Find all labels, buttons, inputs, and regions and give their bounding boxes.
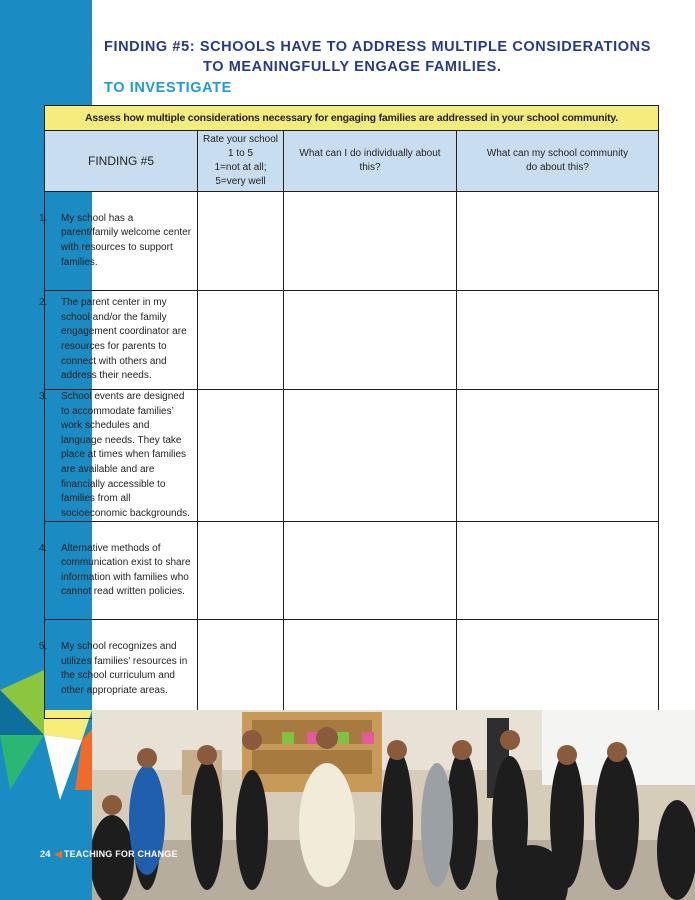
finding-cell — [39, 192, 198, 291]
community-action-cell[interactable] — [457, 192, 659, 291]
rating-cell[interactable] — [198, 390, 284, 522]
finding-text — [39, 640, 193, 698]
community-action-cell[interactable] — [457, 522, 659, 620]
table-header-row — [45, 131, 659, 192]
page-number: 24 — [40, 849, 51, 860]
finding-text — [39, 212, 193, 270]
investigation-table — [39, 105, 659, 719]
header-rate — [198, 131, 284, 192]
finding-statement: School events are designed to accommodate families’ work schedules and language needs. They take place at times when families are available and are financially accessible to families from all socioeconomic backgrounds. — [61, 391, 190, 519]
finding-cell — [39, 620, 198, 719]
community-action-cell[interactable] — [457, 620, 659, 719]
header-finding: FINDING #5 — [45, 131, 198, 192]
table-row — [45, 620, 659, 719]
finding-number: 3. — [39, 391, 48, 402]
community-action-cell[interactable] — [457, 390, 659, 522]
page-footer — [40, 849, 178, 860]
rating-cell[interactable] — [198, 291, 284, 390]
finding-statement: My school recognizes and utilizes families’ resources in the school curriculum and other appropriate areas. — [61, 641, 188, 696]
finding-text — [39, 390, 193, 521]
page-title-line-2: TO MEANINGFULLY ENGAGE FAMILIES. — [203, 59, 502, 75]
header-rate-line: 1=not at all; — [214, 162, 267, 173]
finding-cell — [39, 291, 198, 390]
header-rate-line: 1 to 5 — [227, 148, 254, 159]
publication-name: TEACHING FOR CHANGE — [63, 849, 178, 859]
table-banner: Assess how multiple considerations necessary for engaging families are addressed in your school community. — [45, 106, 659, 131]
header-rate-line: 5=very well — [215, 176, 266, 187]
finding-statement: My school has a parent/family welcome center with resources to support families. — [61, 212, 192, 268]
finding-cell — [39, 390, 198, 522]
finding-number: 1. — [39, 212, 48, 224]
finding-statement: Alternative methods of communication exist to share information with families who cannot read written policies. — [61, 542, 191, 598]
individual-action-cell[interactable] — [284, 390, 457, 522]
finding-statement: The parent center in my school and/or the family engagement coordinator are resources for parents to connect with others and address their needs. — [61, 297, 187, 382]
table-banner-row — [45, 106, 659, 131]
finding-number: 4. — [39, 542, 48, 554]
finding-number: 5. — [39, 641, 48, 653]
rating-cell[interactable] — [198, 620, 284, 719]
group-photo — [92, 710, 695, 900]
individual-action-cell[interactable] — [284, 522, 457, 620]
finding-number: 2. — [39, 297, 48, 309]
community-action-cell[interactable] — [457, 291, 659, 390]
group-photo-illustration — [92, 710, 695, 900]
table-row — [45, 522, 659, 620]
table-row — [45, 192, 659, 291]
section-subtitle: TO INVESTIGATE — [104, 80, 232, 96]
table-row — [45, 291, 659, 390]
header-community — [457, 131, 659, 192]
header-community-line: What can my school community — [486, 148, 629, 159]
finding-text — [39, 542, 193, 600]
rating-cell[interactable] — [198, 192, 284, 291]
triangle-left-icon: ◀ — [54, 849, 62, 860]
deco-triangle-teal — [0, 735, 44, 790]
page-title-line-1: FINDING #5: SCHOOLS HAVE TO ADDRESS MULTIPLE CONSIDERATIONS — [104, 39, 651, 55]
individual-action-cell[interactable] — [284, 192, 457, 291]
deco-triangle-white — [44, 735, 82, 800]
page-title — [104, 37, 679, 77]
individual-action-cell[interactable] — [284, 291, 457, 390]
header-rate-line: Rate your school — [202, 134, 279, 145]
rating-cell[interactable] — [198, 522, 284, 620]
finding-cell — [39, 522, 198, 620]
header-community-line: do about this? — [526, 162, 589, 173]
table-row — [45, 390, 659, 522]
individual-action-cell[interactable] — [284, 620, 457, 719]
finding-text — [39, 296, 193, 384]
header-individual: What can I do individually about this? — [284, 131, 457, 192]
